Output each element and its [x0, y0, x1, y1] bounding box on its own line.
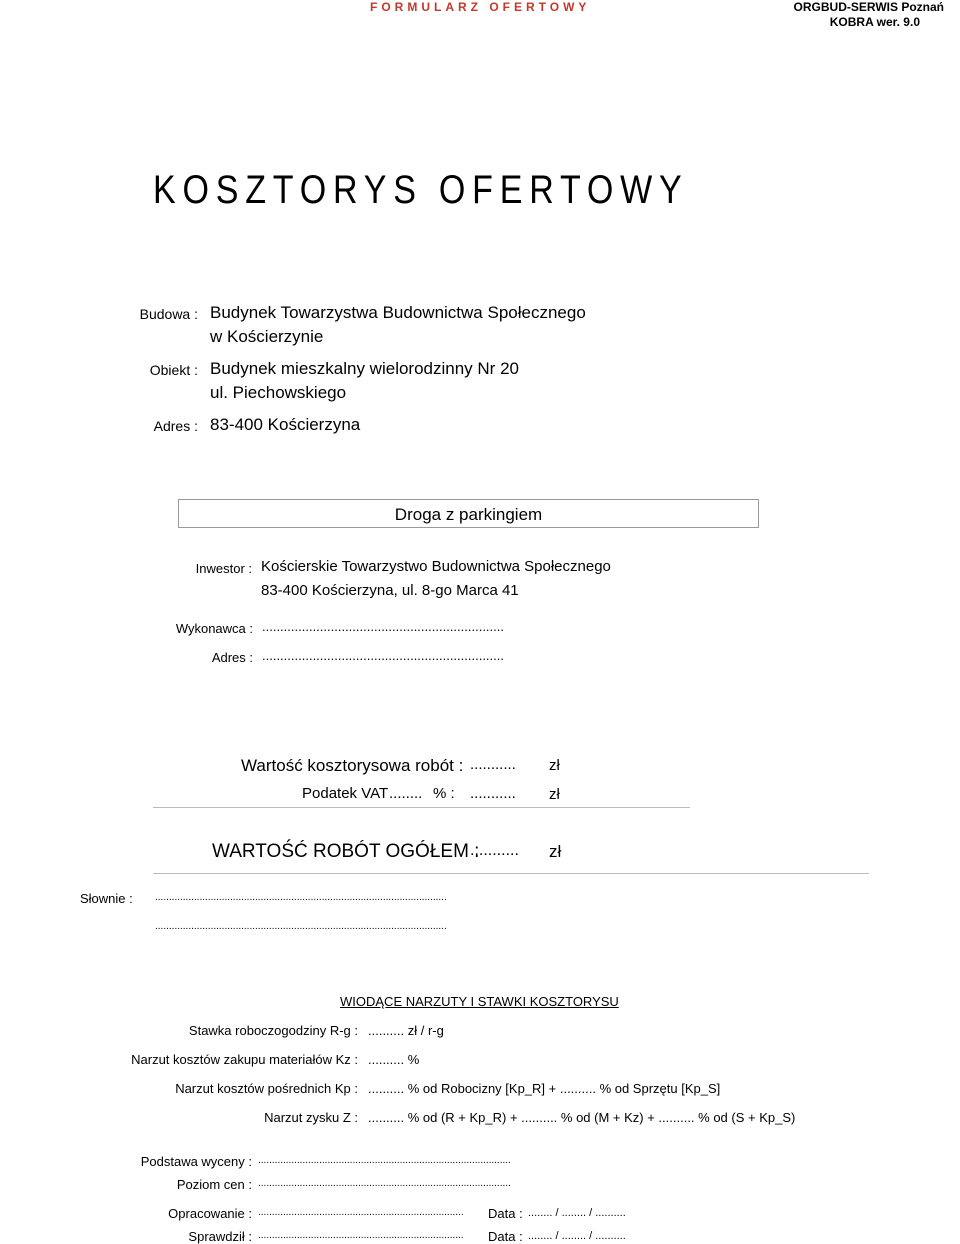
poziom-cen-value: ...........................................................................................	[258, 1178, 511, 1189]
obiekt-line1: Budynek mieszkalny wielorodzinny Nr 20	[210, 359, 519, 378]
inwestor-line2: 83-400 Kościerzyna, ul. 8-go Marca 41	[261, 582, 519, 599]
vat-value: ...........	[470, 785, 516, 802]
opracowanie-date-value: ........ / ........ / ..........	[528, 1207, 626, 1219]
narzut-kz-label: Narzut kosztów zakupu materiałów Kz :	[131, 1052, 358, 1067]
narzut-z-label: Narzut zysku Z :	[264, 1110, 358, 1125]
wykonawca-adres-label: Adres :	[211, 650, 253, 665]
podstawa-wyceny-label: Podstawa wyceny :	[140, 1154, 252, 1169]
vat-label: Podatek VAT	[302, 785, 389, 802]
wykonawca-label: Wykonawca :	[175, 621, 253, 636]
total-divider	[153, 873, 869, 874]
vat-rate: ........	[389, 785, 423, 802]
obiekt-label: Obiekt :	[149, 362, 198, 378]
wartosc-ogolem-value: ...........	[470, 842, 519, 859]
wykonawca-value: ...................................................................	[262, 619, 504, 634]
form-type-header: FORMULARZ OFERTOWY	[370, 0, 591, 14]
stawka-rg-label: Stawka roboczogodziny R-g :	[188, 1023, 358, 1038]
vat-unit: zł	[549, 786, 560, 803]
narzut-kp-value: .......... % od Robocizny [Kp_R] + .......... % od Sprzętu [Kp_S]	[368, 1081, 721, 1096]
subject-title: Droga z parkingiem	[394, 505, 543, 524]
vat-percent: % :	[433, 785, 455, 802]
wartosc-kosztorysowa-unit: zł	[549, 757, 560, 774]
slownie-line1: .........................................................................................................	[155, 892, 447, 903]
sprawdzil-date-value: ........ / ........ / ..........	[528, 1230, 626, 1242]
narzut-z-value: .......... % od (R + Kp_R) + .......... % od (M + Kz) + .......... % od (S + Kp_S)	[368, 1110, 796, 1125]
poziom-cen-label: Poziom cen :	[176, 1177, 252, 1192]
inwestor-label: Inwestor :	[195, 561, 252, 576]
slownie-line2: .........................................................................................................	[155, 921, 447, 932]
budowa-line2: w Kościerzynie	[210, 327, 324, 346]
opracowanie-value: ..........................................................................	[258, 1207, 464, 1218]
podstawa-wyceny-value: ...........................................................................................	[258, 1155, 511, 1166]
sprawdzil-label: Sprawdził :	[188, 1229, 252, 1244]
wartosc-ogolem-label: WARTOŚĆ ROBÓT OGÓŁEM :	[212, 841, 480, 862]
narzut-kz-value: .......... %	[368, 1052, 420, 1067]
software-version: KOBRA wer. 9.0	[829, 15, 920, 29]
sprawdzil-value: ..........................................................................	[258, 1230, 464, 1241]
budowa-label: Budowa :	[139, 306, 198, 322]
wykonawca-adres-value: ...................................................................	[262, 648, 504, 663]
company-name: ORGBUD-SERWIS Poznań	[793, 0, 944, 14]
opracowanie-label: Opracowanie :	[168, 1206, 252, 1221]
stawka-rg-value: .......... zł / r-g	[368, 1023, 444, 1038]
opracowanie-date-label: Data :	[488, 1206, 523, 1221]
wartosc-kosztorysowa-label: Wartość kosztorysowa robót :	[241, 756, 464, 775]
budowa-line1: Budynek Towarzystwa Budownictwa Społecznego	[210, 303, 586, 322]
page-title: KOSZTORYS OFERTOWY	[153, 168, 689, 212]
rates-heading: WIODĄCE NARZUTY I STAWKI KOSZTORYSU	[340, 994, 619, 1009]
adres-label: Adres :	[153, 418, 198, 434]
slownie-label: Słownie :	[80, 891, 133, 906]
sprawdzil-date-label: Data :	[488, 1229, 523, 1244]
narzut-kp-label: Narzut kosztów pośrednich Kp :	[175, 1081, 358, 1096]
inwestor-line1: Kościerskie Towarzystwo Budownictwa Społecznego	[261, 558, 611, 575]
wartosc-kosztorysowa-value: ...........	[470, 756, 516, 773]
values-divider	[153, 807, 690, 808]
obiekt-line2: ul. Piechowskiego	[210, 383, 347, 402]
wartosc-ogolem-unit: zł	[549, 842, 562, 861]
subject-box	[178, 499, 759, 528]
adres-value: 83-400 Kościerzyna	[210, 415, 361, 434]
